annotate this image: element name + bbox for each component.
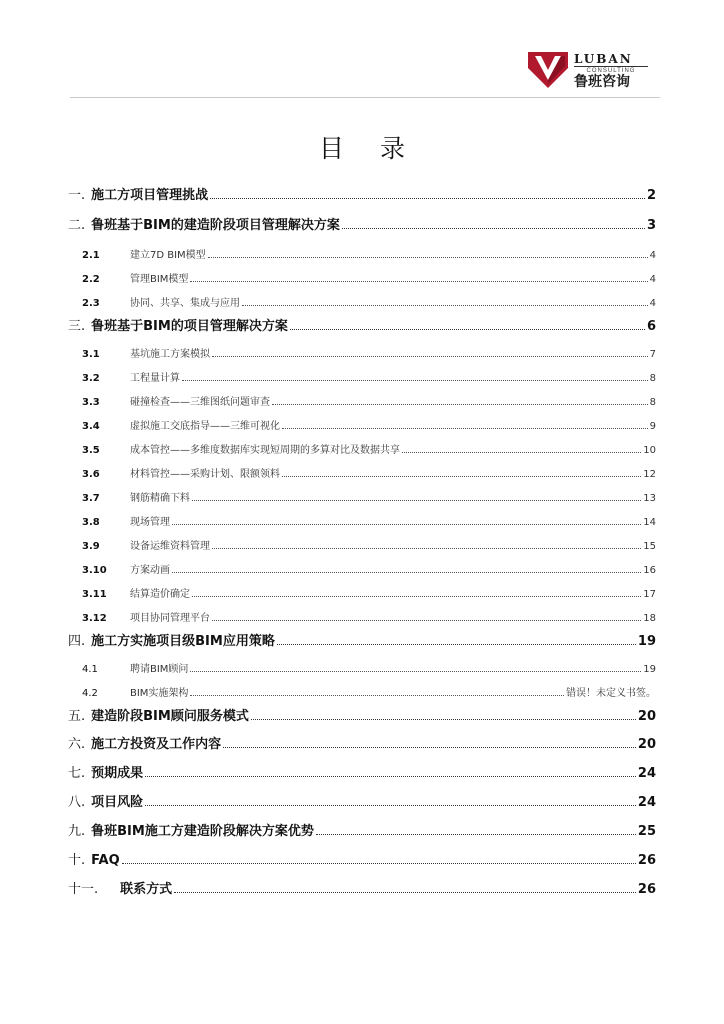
toc-entry-title: 联系方式 — [120, 882, 173, 897]
toc-entry[interactable] — [68, 243, 656, 261]
toc-entry-title: 现场管理 — [130, 517, 170, 528]
toc-entry-number: 八. — [68, 795, 86, 810]
toc-entry-title: 项目协同管理平台 — [130, 613, 210, 624]
toc-entry[interactable] — [68, 390, 656, 408]
toc-entry-title: 协同、共享、集成与应用 — [130, 298, 240, 309]
toc-entry-page: 4 — [649, 298, 656, 309]
toc-dot-leader — [182, 380, 648, 381]
toc-dot-leader — [192, 596, 641, 597]
toc-dot-leader — [290, 329, 645, 330]
luban-logo — [526, 48, 656, 92]
toc-entry-page: 17 — [643, 589, 656, 600]
toc-entry-title: 工程量计算 — [130, 373, 180, 384]
toc-entry-number: 3.7 — [82, 493, 100, 504]
toc-entry-title: 聘请BIM顾问 — [130, 664, 189, 675]
toc-entry-page: 4 — [649, 274, 656, 285]
toc-entry-number: 十一. — [68, 882, 99, 897]
toc-entry-page: 25 — [637, 824, 656, 839]
toc-entry-number: 3.2 — [82, 373, 100, 384]
toc-entry-number: 2.2 — [82, 274, 100, 285]
toc-entry-number: 3.9 — [82, 541, 100, 552]
toc-entry[interactable] — [68, 681, 656, 699]
toc-entry[interactable] — [68, 792, 656, 810]
toc-entry[interactable] — [68, 534, 656, 552]
toc-entry[interactable] — [68, 879, 656, 897]
toc-entry-page: 4 — [649, 250, 656, 261]
toc-entry[interactable] — [68, 486, 656, 504]
toc-entry[interactable] — [68, 462, 656, 480]
toc-entry-number: 3.11 — [82, 589, 107, 600]
toc-entry[interactable] — [68, 267, 656, 285]
toc-entry-title: 虚拟施工交底指导——三维可视化 — [130, 421, 280, 432]
toc-entry[interactable] — [68, 316, 656, 334]
toc-dot-leader — [174, 892, 636, 893]
toc-dot-leader — [342, 228, 645, 229]
toc-entry-number: 3.6 — [82, 469, 100, 480]
toc-entry-number: 3.3 — [82, 397, 100, 408]
toc-entry-page: 2 — [646, 188, 656, 203]
toc-entry[interactable] — [68, 438, 656, 456]
toc-entry-number: 3.1 — [82, 349, 100, 360]
logo-chinese-name: 鲁班咨询 — [574, 74, 630, 90]
toc-entry-page: 12 — [643, 469, 656, 480]
toc-entry-number: 4.2 — [82, 688, 98, 699]
toc-entry-title: 结算造价确定 — [130, 589, 190, 600]
toc-entry-title: 鲁班基于BIM的项目管理解决方案 — [91, 319, 288, 334]
toc-entry-page: 26 — [637, 882, 656, 897]
toc-entry-title: 项目风险 — [91, 795, 144, 810]
toc-entry[interactable] — [68, 657, 656, 675]
toc-entry-number: 九. — [68, 824, 86, 839]
toc-entry-number: 3.12 — [82, 613, 107, 624]
toc-dot-leader — [316, 834, 636, 835]
toc-entry-page: 8 — [649, 397, 656, 408]
toc-entry[interactable] — [68, 510, 656, 528]
toc-dot-leader — [282, 428, 648, 429]
toc-entry-title: 材料管控——采购计划、限额领料 — [130, 469, 280, 480]
toc-entry-page: 15 — [643, 541, 656, 552]
toc-entry-title: 方案动画 — [130, 565, 170, 576]
toc-entry-page: 8 — [649, 373, 656, 384]
toc-entry-page: 20 — [637, 709, 656, 724]
toc-entry-number: 四. — [68, 634, 86, 649]
toc-entry-page: 24 — [637, 795, 656, 810]
toc-entry-title: 成本管控——多维度数据库实现短周期的多算对比及数据共享 — [130, 445, 400, 456]
toc-entry-title: FAQ — [91, 853, 120, 868]
toc-entry[interactable] — [68, 582, 656, 600]
toc-entry-title: 鲁班BIM施工方建造阶段解决方案优势 — [91, 824, 314, 839]
toc-entry-title: 钢筋精确下料 — [130, 493, 190, 504]
toc-entry-page: 14 — [643, 517, 656, 528]
toc-entry-title: 施工方项目管理挑战 — [91, 188, 209, 203]
toc-entry-number: 3.5 — [82, 445, 100, 456]
toc-dot-leader — [277, 644, 636, 645]
toc-entry-number: 3.8 — [82, 517, 100, 528]
toc-entry-page: 18 — [643, 613, 656, 624]
toc-entry-number: 五. — [68, 709, 86, 724]
toc-dot-leader — [122, 863, 636, 864]
toc-dot-leader — [223, 747, 636, 748]
toc-entry-page: 错误！未定义书签。 — [566, 688, 656, 699]
toc-entry-number: 六. — [68, 737, 86, 752]
toc-dot-leader — [172, 524, 641, 525]
toc-dot-leader — [242, 305, 648, 306]
toc-entry-number: 七. — [68, 766, 86, 781]
toc-entry-page: 19 — [643, 664, 656, 675]
toc-dot-leader — [212, 356, 648, 357]
toc-entry-page: 6 — [646, 319, 656, 334]
toc-entry-number: 4.1 — [82, 664, 98, 675]
toc-dot-leader — [172, 572, 641, 573]
toc-entry[interactable] — [68, 606, 656, 624]
toc-entry-title: 施工方投资及工作内容 — [91, 737, 222, 752]
toc-entry-page: 20 — [637, 737, 656, 752]
toc-entry-number: 3.10 — [82, 565, 107, 576]
toc-entry[interactable] — [68, 631, 656, 649]
toc-entry-number: 一. — [68, 188, 86, 203]
toc-entry-number: 2.3 — [82, 298, 100, 309]
toc-entry-number: 3.4 — [82, 421, 100, 432]
toc-entry-title: 碰撞检查——三维图纸问题审查 — [130, 397, 270, 408]
toc-dot-leader — [145, 805, 636, 806]
toc-entry-page: 10 — [643, 445, 656, 456]
toc-entry-page: 19 — [637, 634, 656, 649]
luban-v-logo-icon — [526, 48, 570, 92]
toc-dot-leader — [190, 671, 641, 672]
toc-entry-page: 7 — [649, 349, 656, 360]
toc-entry-title: BIM实施架构 — [130, 688, 189, 699]
toc-entry[interactable] — [68, 342, 656, 360]
toc-entry-title: 设备运维资料管理 — [130, 541, 210, 552]
toc-dot-leader — [272, 404, 648, 405]
toc-entry-title: 施工方实施项目级BIM应用策略 — [91, 634, 275, 649]
toc-dot-leader — [212, 620, 641, 621]
toc-entry-page: 9 — [649, 421, 656, 432]
toc-dot-leader — [402, 452, 641, 453]
toc-entry[interactable] — [68, 414, 656, 432]
toc-entry[interactable] — [68, 558, 656, 576]
toc-entry-page: 13 — [643, 493, 656, 504]
toc-entry-title: 预期成果 — [91, 766, 144, 781]
toc-entry-number: 二. — [68, 218, 86, 233]
toc-entry[interactable] — [68, 821, 656, 839]
toc-entry-number: 2.1 — [82, 250, 100, 261]
toc-entry[interactable] — [68, 734, 656, 752]
toc-entry[interactable] — [68, 215, 656, 233]
page-header — [70, 40, 660, 98]
toc-entry[interactable] — [68, 763, 656, 781]
toc-dot-leader — [192, 500, 641, 501]
toc-entry[interactable] — [68, 291, 656, 309]
toc-dot-leader — [210, 198, 645, 199]
toc-entry-page: 26 — [637, 853, 656, 868]
toc-entry-title: 鲁班基于BIM的建造阶段项目管理解决方案 — [91, 218, 340, 233]
logo-brand: LUBAN — [574, 52, 633, 66]
toc-entry-page: 24 — [637, 766, 656, 781]
toc-dot-leader — [282, 476, 641, 477]
toc-entry[interactable] — [68, 706, 656, 724]
toc-dot-leader — [145, 776, 636, 777]
page-title: 目 录 — [319, 134, 419, 163]
toc-entry-page: 16 — [643, 565, 656, 576]
toc-entry-number: 三. — [68, 319, 86, 334]
toc-dot-leader — [251, 719, 636, 720]
toc-dot-leader — [190, 281, 647, 282]
toc-entry-number: 十. — [68, 853, 86, 868]
toc-entry-title: 建立7D BIM模型 — [130, 250, 206, 261]
toc-entry-page: 3 — [646, 218, 656, 233]
toc-dot-leader — [212, 548, 641, 549]
toc-dot-leader — [208, 257, 648, 258]
logo-subtitle: CONSULTING — [574, 66, 648, 75]
toc-entry[interactable] — [68, 185, 656, 203]
toc-entry-title: 管理BIM模型 — [130, 274, 189, 285]
toc-dot-leader — [190, 695, 564, 696]
toc-entry-title: 基坑施工方案模拟 — [130, 349, 210, 360]
toc-entry[interactable] — [68, 850, 656, 868]
toc-entry[interactable] — [68, 366, 656, 384]
toc-entry-title: 建造阶段BIM顾问服务模式 — [91, 709, 249, 724]
